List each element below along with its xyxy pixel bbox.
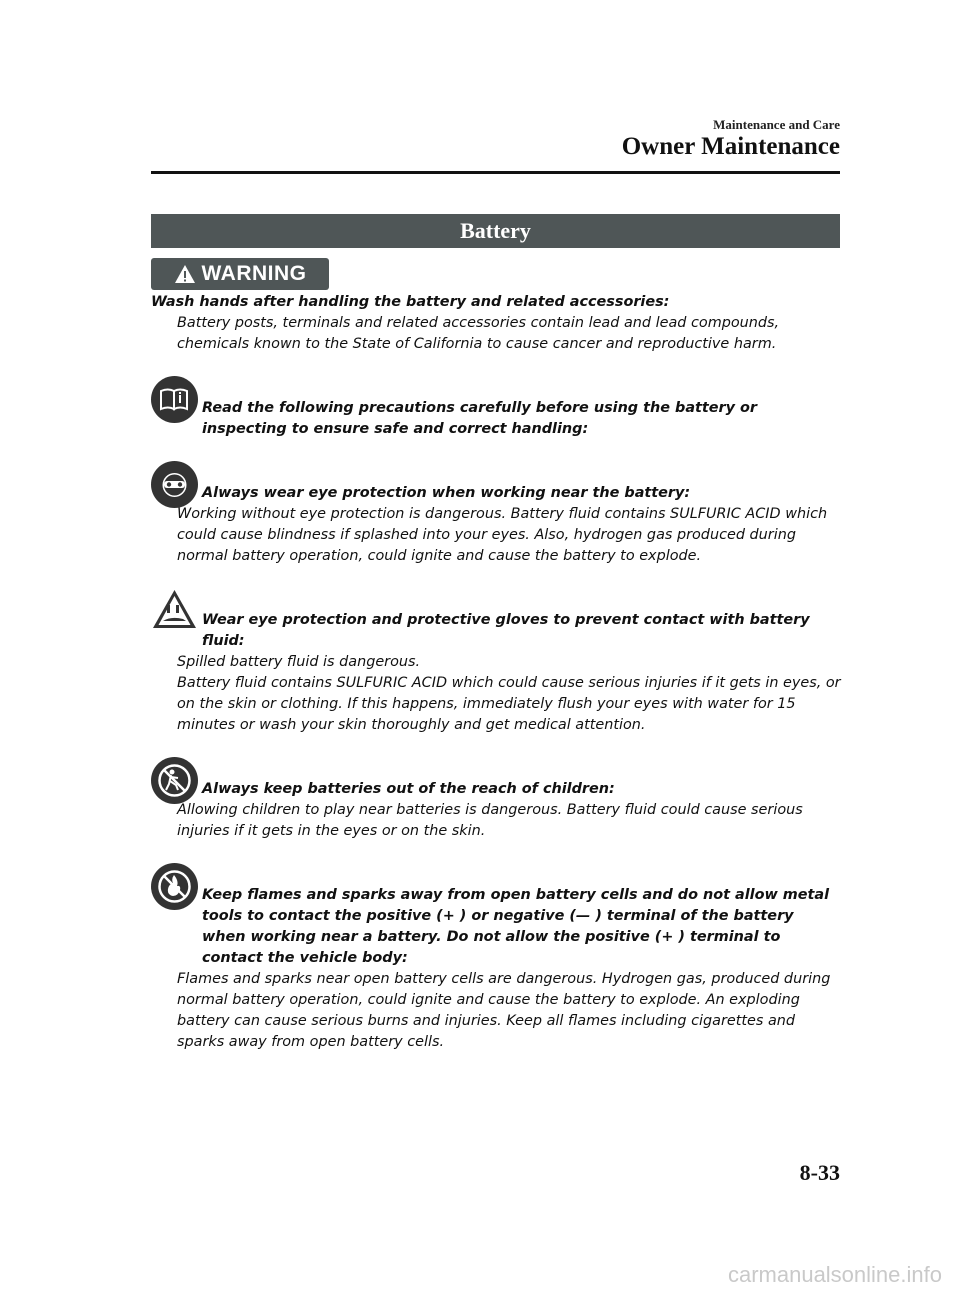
precaution-lead: Wear eye protection and protective gloves to prevent contact with battery fluid: [202, 612, 810, 649]
warning-block [151, 292, 841, 355]
precaution-item [151, 757, 841, 842]
header-category: Maintenance and Care [713, 117, 840, 132]
precaution-item [151, 461, 841, 567]
keep-children-away-icon [151, 757, 198, 804]
precaution-body: Allowing children to play near batteries is dangerous. Battery fluid could cause serious injuries if it gets in the eyes or on the skin. [177, 802, 803, 839]
warning-badge [151, 258, 329, 290]
header-rule [151, 171, 840, 174]
manual-book-icon [151, 376, 198, 423]
precaution-item [151, 376, 841, 440]
no-flames-icon [151, 863, 198, 910]
precaution-lead: Read the following precautions carefully before using the battery or inspecting to ensure safe and correct handling: [202, 400, 758, 437]
warning-triangle-icon [174, 264, 196, 284]
document-body [151, 292, 841, 1053]
warning-label: WARNING [201, 262, 307, 285]
precaution-body: Flames and sparks near open battery cells are dangerous. Hydrogen gas, produced during normal battery operation, could ignite and cause the battery to explode. An exploding battery can cause serious burns and injuries. Keep all flames including cigarettes and sparks away from open battery cells. [177, 971, 831, 1050]
page-number: 8-33 [799, 1160, 840, 1185]
precaution-item [151, 863, 841, 1053]
precaution-body: Working without eye protection is dangerous. Battery fluid contains SULFURIC ACID which could cause blindness if splashed into your eyes. Also, hydrogen gas produced during normal battery operation, could ignite and cause the battery to explode. [177, 506, 828, 564]
precaution-body-2: Battery fluid contains SULFURIC ACID which could cause serious injuries if it gets in eyes, or on the skin or clothing. If this happens, immediately flush your eyes with water for 15 minutes or wash your skin thoroughly and get medical attention. [177, 675, 841, 733]
precaution-lead: Always keep batteries out of the reach of children: [202, 781, 615, 797]
section-title-bar: Battery [151, 214, 840, 248]
watermark: carmanualsonline.info [727, 1262, 942, 1287]
eye-protection-icon [151, 461, 198, 508]
warning-lead: Wash hands after handling the battery and related accessories: [151, 294, 670, 310]
precaution-lead: Always wear eye protection when working near the battery: [202, 485, 691, 501]
warning-body: Battery posts, terminals and related accessories contain lead and lead compounds, chemicals known to the State of California to cause cancer and reproductive harm. [177, 315, 780, 352]
precaution-body: Spilled battery fluid is dangerous. [177, 654, 421, 670]
page-title: Owner Maintenance [621, 133, 840, 160]
precaution-item [151, 588, 841, 736]
precaution-lead: Keep flames and sparks away from open battery cells and do not allow metal tools to contact the positive (+ ) or negative (— ) terminal of the battery when working near a battery. Do not allow the positive (+ ) terminal to contact the vehicle body: [202, 887, 830, 966]
corrosive-warning-icon [151, 588, 198, 630]
